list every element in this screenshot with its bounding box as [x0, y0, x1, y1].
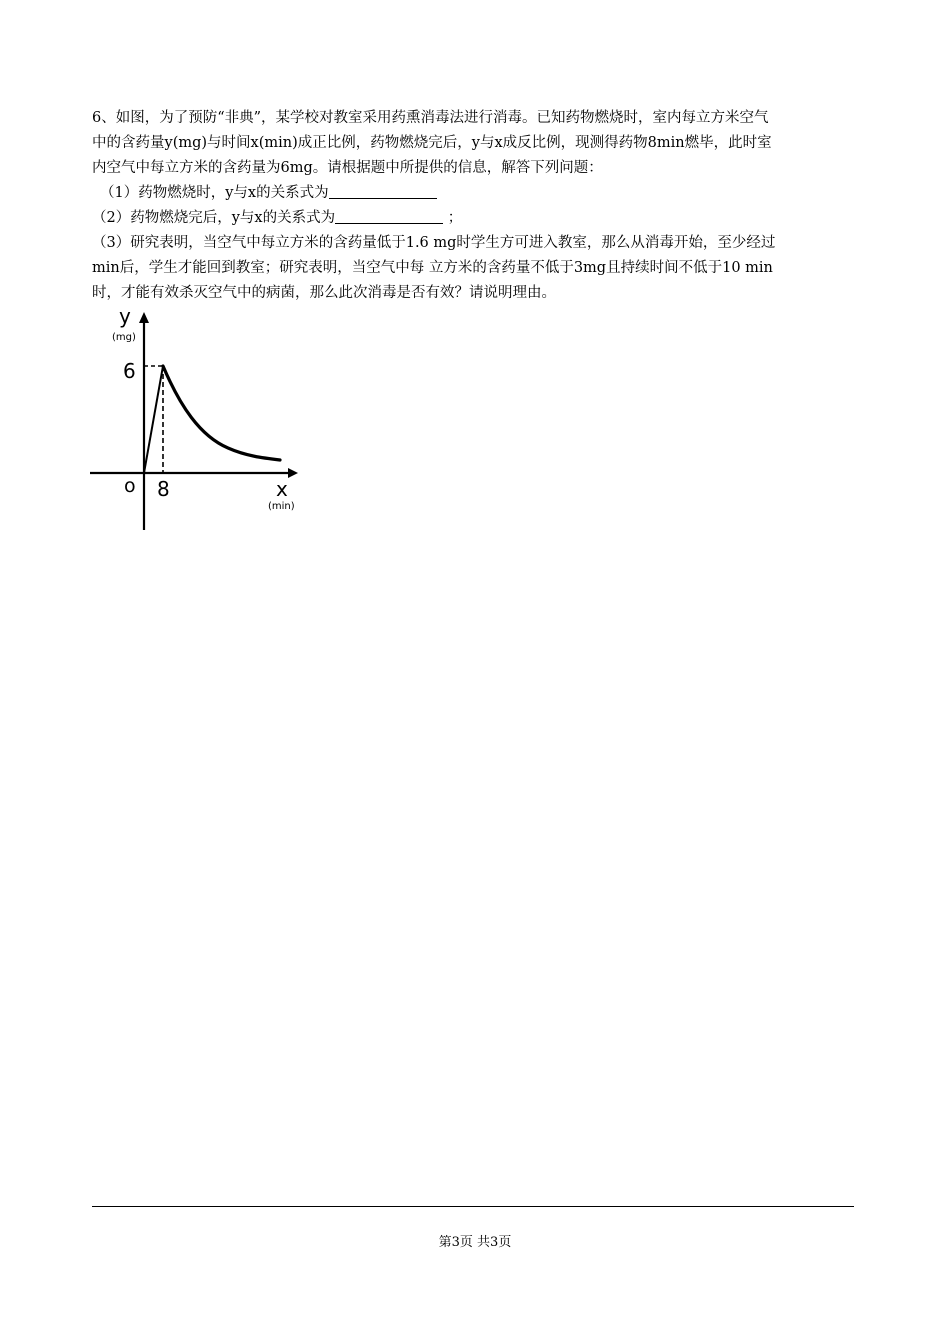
- problem-line-3: 内空气中每立方米的含药量为6mg。请根据题中所提供的信息，解答下列问题：: [92, 160, 603, 176]
- footer-rule: [92, 1206, 854, 1207]
- origin-label: o: [124, 475, 136, 497]
- y-axis-arrow-icon: [139, 312, 149, 323]
- page-number: 第3页 共3页: [438, 1235, 512, 1250]
- question-1: [92, 181, 872, 206]
- peak-x-label: 8: [157, 477, 170, 501]
- question-2: [92, 206, 872, 231]
- problem-line-2: 中的含药量y(mg)与时间x(min)成正比例，药物燃烧完后，y与x成反比例，现测得药物8min燃毕，此时室: [92, 135, 772, 151]
- question-1-text: （1）药物燃烧时，y与x的关系式为: [100, 185, 329, 201]
- y-axis-unit: (mg): [112, 332, 136, 343]
- problem-text: [92, 106, 872, 306]
- y-axis-label: y: [119, 308, 131, 328]
- x-axis-label: x: [276, 477, 288, 501]
- question-2-tail: ；: [447, 210, 463, 226]
- question-3-line-2: min后，学生才能回到教室；研究表明，当空气中每 立方米的含药量不低于3mg且持续时间不低于10 min: [92, 260, 773, 276]
- answer-blank-2[interactable]: [335, 209, 443, 224]
- question-3-line-1: （3）研究表明，当空气中每立方米的含药量低于1.6 mg时学生方可进入教室，那么从消毒开始，至少经过: [92, 235, 776, 251]
- question-2-text: （2）药物燃烧完后，y与x的关系式为: [92, 210, 336, 226]
- concentration-graph: [88, 308, 308, 536]
- x-axis-unit: (min): [268, 501, 295, 512]
- question-3-line-3: 时，才能有效杀灭空气中的病菌，那么此次消毒是否有效？请说明理由。: [92, 285, 556, 301]
- rising-line: [144, 366, 163, 473]
- answer-blank-1[interactable]: [329, 184, 437, 199]
- peak-y-label: 6: [123, 359, 136, 383]
- problem-line-1: 6、如图，为了预防“非典”，某学校对教室采用药熏消毒法进行消毒。已知药物燃烧时，室内每立方米空气: [92, 110, 769, 126]
- x-axis-arrow-icon: [288, 468, 298, 478]
- decay-curve: [163, 366, 280, 460]
